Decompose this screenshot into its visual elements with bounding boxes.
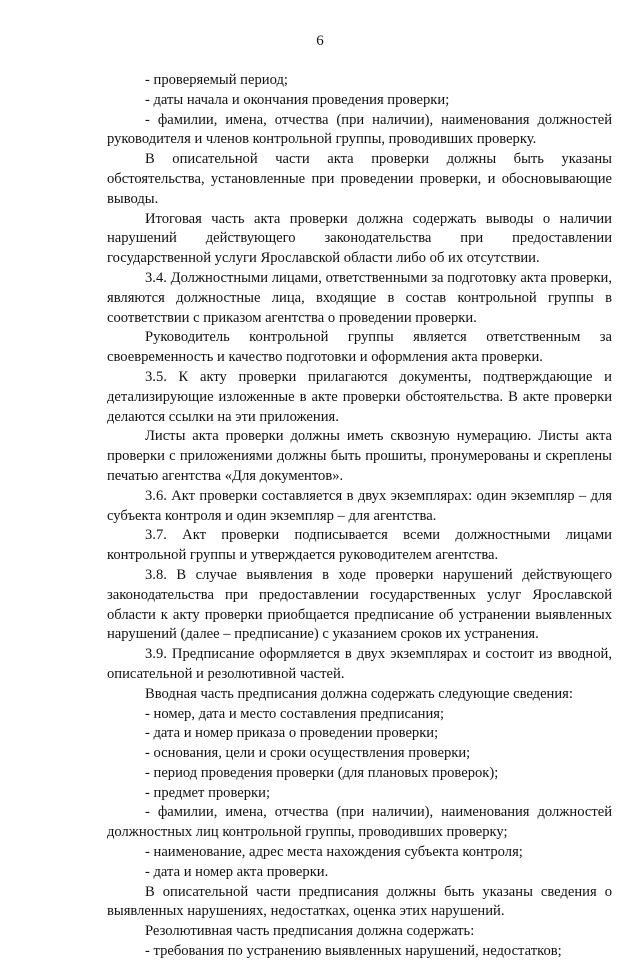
paragraph-3: - фамилии, имена, отчества (при наличии), наименования должностей руководителя и членов контрольной группы, проводивших проверку. — [107, 111, 612, 148]
paragraph-5: Итоговая часть акта проверки должна содержать выводы о наличии нарушений действующего законодательства при предоставлении государственной услуги Ярославской области либо об их отсутствии. — [107, 210, 612, 267]
paragraph-23: В описательной части предписания должны быть указаны сведения о выявленных нарушениях, недостатках, оценка этих нарушений. — [107, 883, 612, 920]
paragraph-22: - дата и номер акта проверки. — [145, 863, 329, 880]
paragraph-16: - дата и номер приказа о проведении проверки; — [145, 725, 439, 742]
paragraph-20: - фамилии, имена, отчества (при наличии), наименования должностей должностных лиц контрольной группы, проводивших проверку; — [107, 804, 612, 841]
paragraph-1: - проверяемый период; — [145, 72, 288, 88]
paragraph-2: - даты начала и окончания проведения проверки; — [145, 91, 450, 108]
paragraph-4: В описательной части акта проверки должны быть указаны обстоятельства, установленные при проведении проверки, и обосновывающие выводы. — [107, 151, 612, 207]
paragraph-15: - номер, дата и место составления предписания; — [145, 705, 445, 722]
paragraph-19: - предмет проверки; — [145, 784, 271, 801]
paragraph-24: Резолютивная часть предписания должна содержать: — [145, 923, 475, 940]
paragraph-18: - период проведения проверки (для плановых проверок); — [145, 764, 499, 781]
paragraph-8: 3.5. К акту проверки прилагаются документы, подтверждающие и детализирующие изложенные в акте проверки обстоятельства. В акте проверки делаются ссылки на эти приложения. — [107, 368, 612, 425]
paragraph-25: - требования по устранению выявленных нарушений, недостатков; — [145, 943, 562, 960]
document-body — [107, 71, 612, 962]
paragraph-6: 3.4. Должностными лицами, ответственными за подготовку акта проверки, являются должностные лица, входящие в состав контрольной группы в соответствии с приказом агентства о проведении проверки. — [107, 269, 612, 326]
paragraph-11: 3.7. Акт проверки подписывается всеми должностными лицами контрольной группы и утверждается руководителем агентства. — [107, 527, 612, 564]
paragraph-21: - наименование, адрес места нахождения субъекта контроля; — [145, 844, 523, 861]
paragraph-13: 3.9. Предписание оформляется в двух экземплярах и состоит из вводной, описательной и резолютивной частей. — [107, 646, 612, 682]
page-number: 6 — [316, 33, 324, 49]
paragraph-14: Вводная часть предписания должна содержать следующие сведения: — [145, 685, 573, 702]
paragraph-7: Руководитель контрольной группы является ответственным за своевременность и качество подготовки и оформления акта проверки. — [107, 329, 612, 366]
paragraph-10: 3.6. Акт проверки составляется в двух экземплярах: один экземпляр – для субъекта контроля и один экземпляр – для агентства. — [107, 487, 612, 524]
paragraph-12: 3.8. В случае выявления в ходе проверки нарушений действующего законодательства при предоставлении государственных услуг Ярославской области к акту проверки приобщается предписание об устранении выявленных нарушений (далее – предписание) с указанием сроков их устранения. — [107, 566, 612, 643]
paragraph-9: Листы акта проверки должны иметь сквозную нумерацию. Листы акта проверки с приложениями должны быть прошиты, пронумерованы и скреплены печатью агентства «Для документов». — [107, 428, 612, 484]
paragraph-17: - основания, цели и сроки осуществления проверки; — [145, 745, 471, 762]
